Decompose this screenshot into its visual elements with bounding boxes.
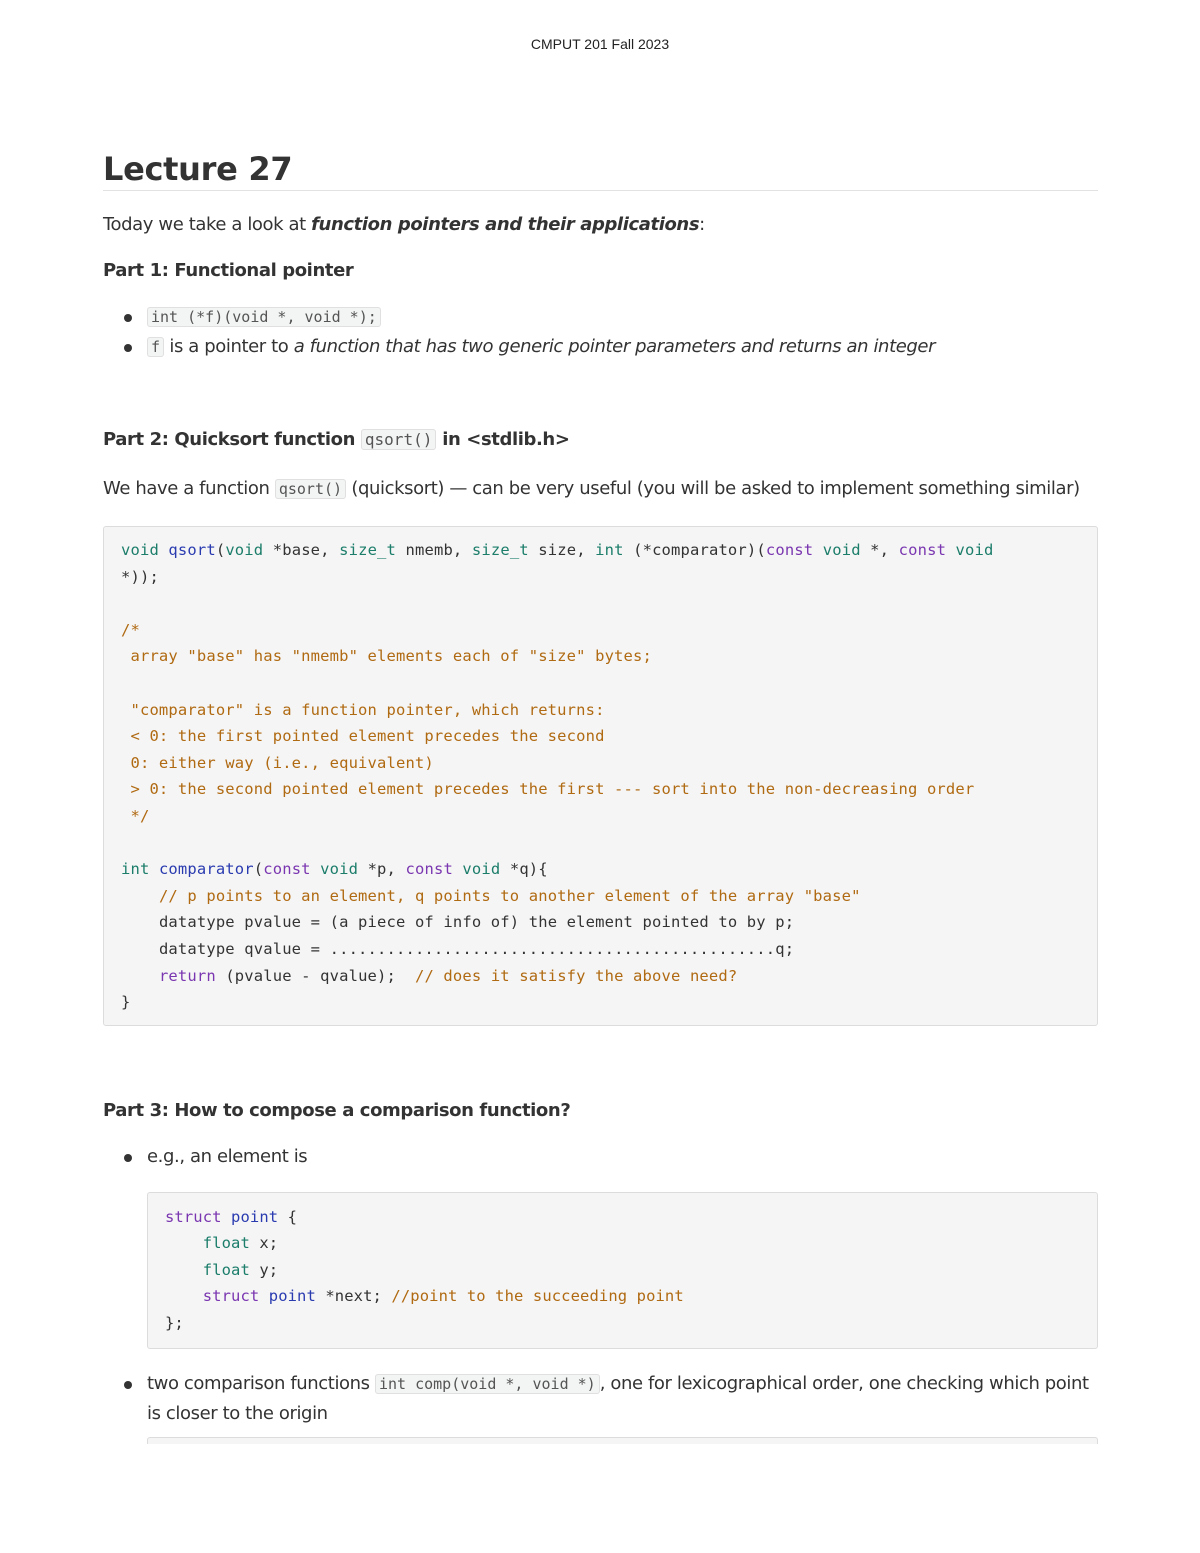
list-item bbox=[103, 1369, 1098, 1429]
inline-code: int comp(void *, void *) bbox=[375, 1374, 600, 1394]
list-item bbox=[103, 302, 1098, 332]
list-item-text: e.g., an element is bbox=[147, 1145, 308, 1167]
code-block-partial bbox=[147, 1437, 1098, 1444]
list-item bbox=[103, 1142, 1098, 1349]
struct-code-block: struct point { float x; float y; struct point *next; //point to the succeeding point }; bbox=[147, 1192, 1098, 1349]
part2-heading-suffix: in <stdlib.h> bbox=[436, 429, 570, 450]
intro-emphasis: function pointers and their applications bbox=[311, 214, 700, 235]
part1-list bbox=[103, 302, 1098, 362]
part3-list bbox=[103, 1142, 1098, 1429]
inline-code: qsort() bbox=[275, 479, 346, 499]
page-title: Lecture 27 bbox=[103, 150, 1098, 191]
inline-code: f bbox=[147, 337, 164, 357]
list-item-text: two comparison functions bbox=[147, 1372, 375, 1394]
part1-heading: Part 1: Functional pointer bbox=[103, 260, 354, 281]
list-item bbox=[103, 332, 1098, 362]
intro-paragraph bbox=[103, 210, 1098, 240]
inline-code: qsort() bbox=[361, 429, 436, 450]
intro-text: Today we take a look at bbox=[103, 214, 312, 235]
list-item-text: is a pointer to bbox=[164, 336, 294, 357]
part2-heading bbox=[103, 425, 1098, 455]
part2-heading-text: Part 2: Quicksort function bbox=[103, 429, 361, 450]
list-item-rest: , one for lexicographical order, one checking which point is closer to the origin bbox=[147, 1372, 1089, 1424]
page-header: CMPUT 201 Fall 2023 bbox=[530, 36, 670, 52]
qsort-code-block: void qsort(void *base, size_t nmemb, size_t size, int (*comparator)(const void *, const void *)); /* array "base" has "nmemb" elements each of "size" bytes; "comparator" is a function pointer, which returns: < 0: the first pointed element precedes the second 0: either way (i.e., equivalent) > 0: the second pointed element precedes the first --- sort into the non-decreasing order */ int comparator(const void *p, const void *q){ // p points to an element, q points to another element of the array "base" datatype pvalue = (a piece of info of) the element pointed to by p; datatype qvalue = ...............................................q; return (pvalue - qvalue); // does it satisfy the above need? } bbox=[103, 526, 1098, 1026]
part3-heading: Part 3: How to compose a comparison function? bbox=[103, 1099, 571, 1121]
list-item-italic: a function that has two generic pointer parameters and returns an integer bbox=[293, 336, 936, 357]
part2-paragraph-text: We have a function bbox=[103, 478, 275, 499]
lecture-content bbox=[103, 150, 1098, 1444]
part2-paragraph bbox=[103, 474, 1098, 504]
part2-paragraph-rest: (quicksort) — can be very useful (you will be asked to implement something similar) bbox=[346, 478, 1080, 499]
inline-code: int (*f)(void *, void *); bbox=[147, 307, 381, 327]
intro-colon: : bbox=[699, 214, 705, 235]
